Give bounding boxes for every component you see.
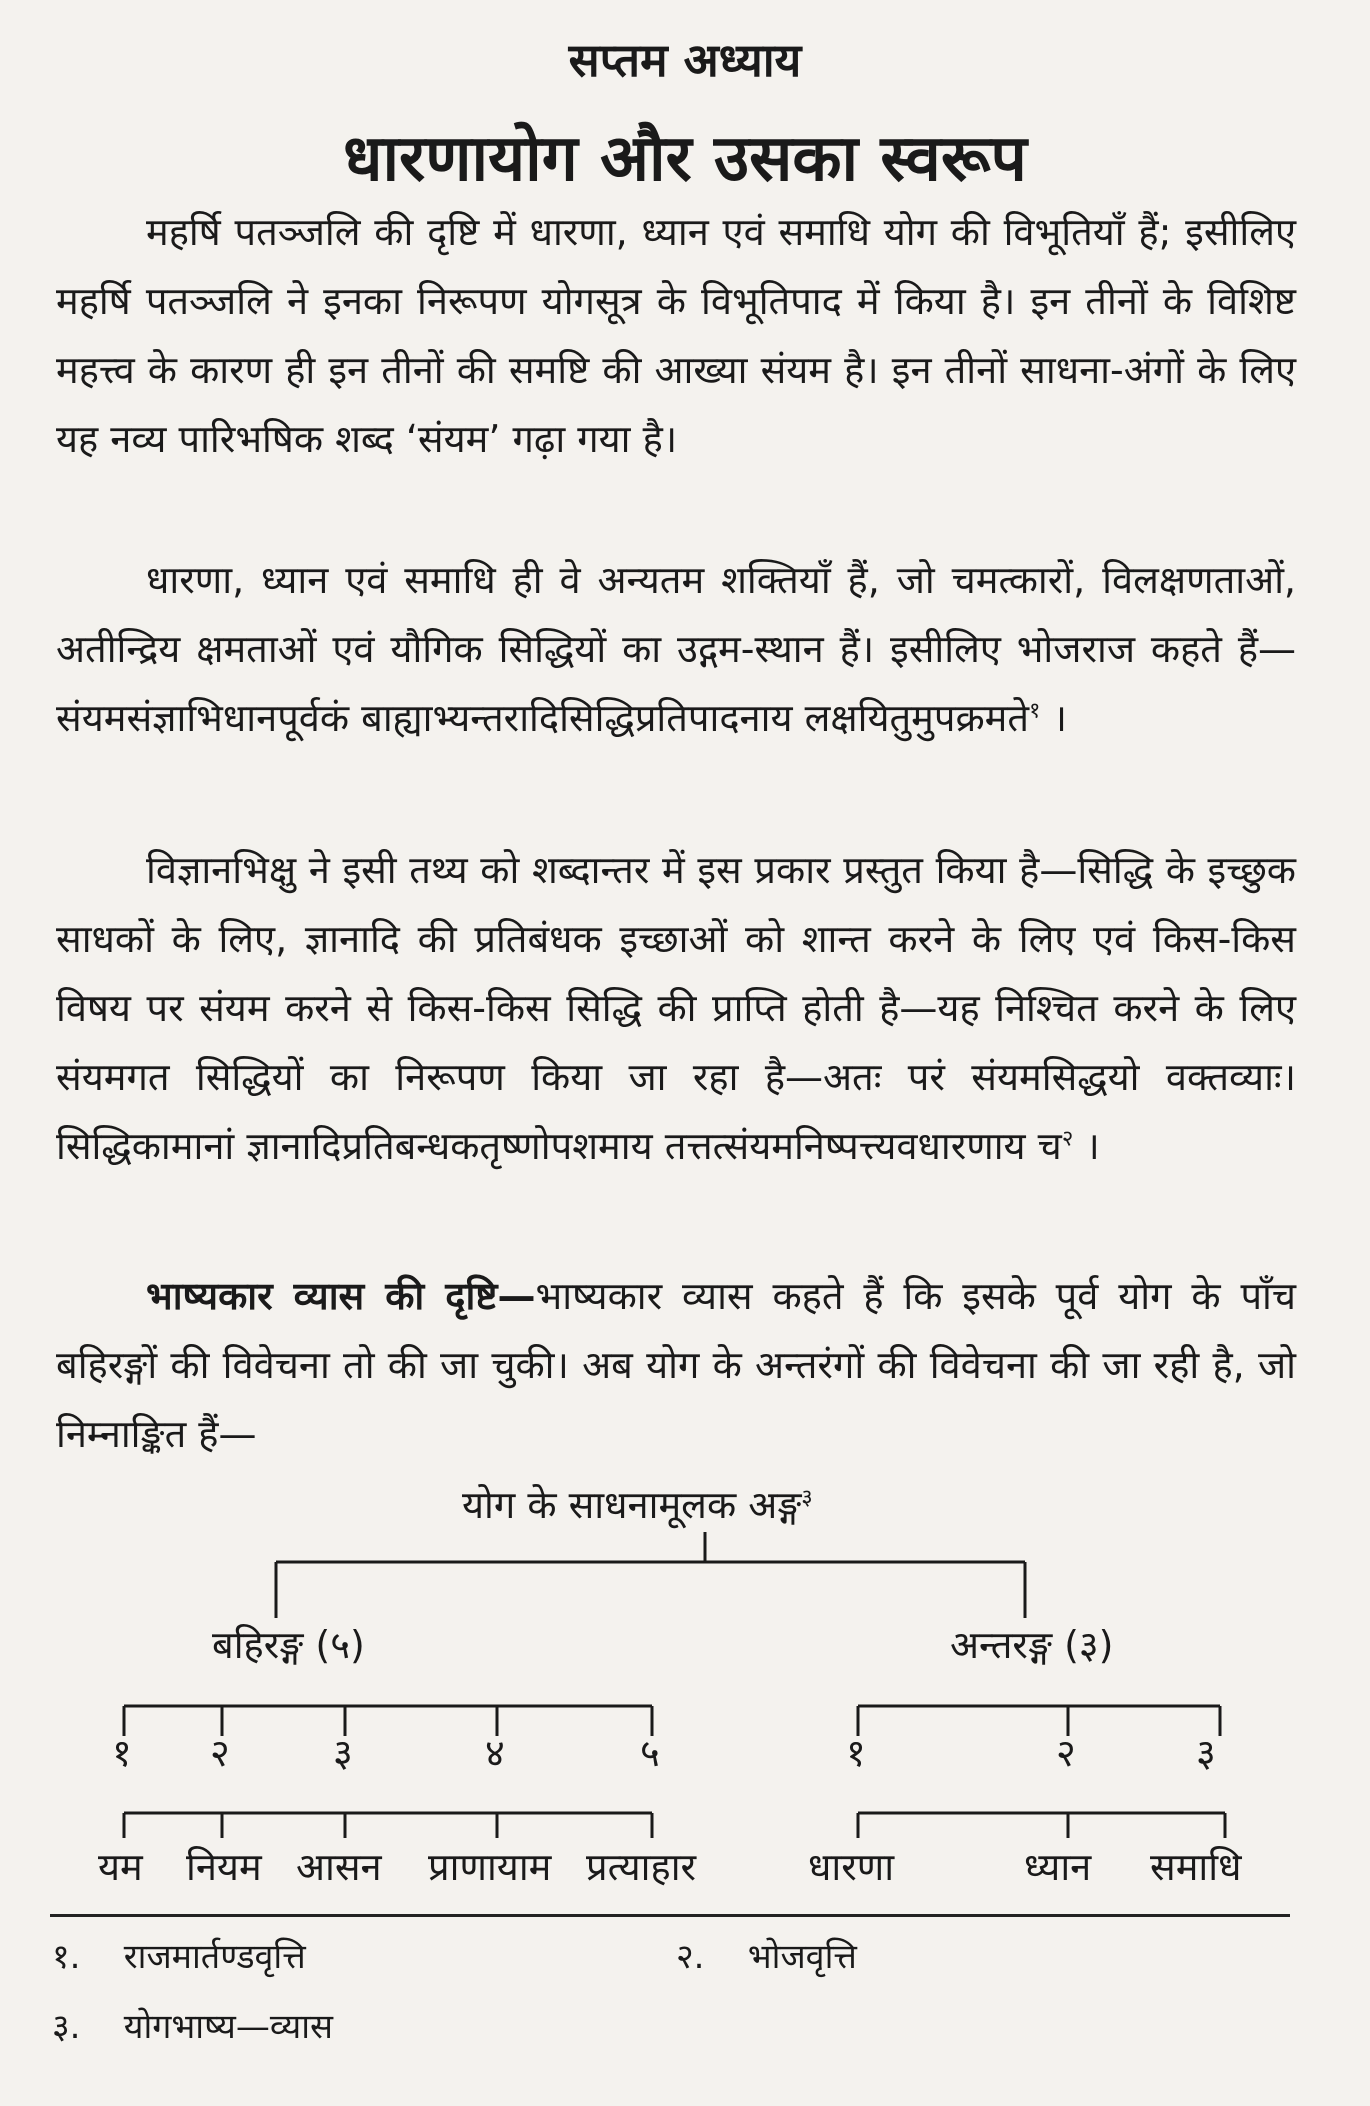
left-number-5: ५ — [640, 1731, 660, 1775]
paragraph-2-end: । — [1052, 696, 1067, 740]
paragraph-1-text: महर्षि पतञ्जलि की दृष्टि में धारणा, ध्यान एवं समाधि योग की विभूतियाँ हैं; इसीलिए महर्षि पतञ्जलि ने इनका निरूपण योगसूत्र के विभूतिपाद में किया है। इन तीनों के विशिष्ट महत्त्व के कारण ही इन तीनों की समष्टि की आख्या संयम है। इन तीनों साधना-अंगों के लिए यह नव्य पारिभषिक शब्द ‘संयम’ गढ़ा गया है। — [56, 210, 1296, 461]
left-item-pranayama: प्राणायाम — [428, 1845, 552, 1889]
paragraph-3-end: । — [1085, 1124, 1100, 1168]
footnote-ref-2: २ — [1061, 1126, 1074, 1152]
right-item-samadhi: समाधि — [1150, 1845, 1242, 1889]
footnote-ref-3: ३ — [801, 1485, 813, 1511]
footnote-1-text: राजमार्तण्डवृत्ति — [123, 1937, 306, 1977]
footnote-ref-1: १ — [1029, 698, 1041, 724]
footnote-3-number: ३. — [52, 2007, 81, 2047]
footnote-2-number: २. — [676, 1937, 705, 1977]
left-item-yama: यम — [98, 1845, 143, 1889]
right-number-2: २ — [1056, 1731, 1076, 1775]
footnote-1-number: १. — [52, 1937, 81, 1977]
footnote-2-text: भोजवृत्ति — [747, 1937, 857, 1977]
chapter-title: धारणायोग और उसका स्वरूप — [343, 122, 1027, 196]
diagram-root-label: योग के साधनामूलक अङ्ग — [462, 1483, 802, 1527]
right-number-3: ३ — [1196, 1731, 1216, 1775]
left-number-3: ३ — [333, 1731, 353, 1775]
left-number-1: १ — [112, 1731, 132, 1775]
paragraph-4-heading: भाष्यकार व्यास की दृष्टि— — [146, 1274, 536, 1318]
right-number-1: १ — [846, 1731, 866, 1775]
footnote-1 — [52, 1932, 306, 1978]
diagram-root — [462, 1478, 813, 1530]
paragraph-4-text: भाष्यकार व्यास कहते हैं कि इसके पूर्व योग के पाँच बहिरङ्गों की विवेचना तो की जा चुकी। अब योग के अन्तरंगों की विवेचना की जा रही है, जो निम्नाङ्कित हैं— — [56, 1274, 1296, 1456]
chapter-label: सप्तम अध्याय — [568, 33, 802, 87]
footnote-3 — [52, 2002, 333, 2048]
right-item-dharana: धारणा — [808, 1845, 895, 1889]
footnote-3-text: योगभाष्य—व्यास — [123, 2007, 334, 2047]
diagram-right-branch: अन्तरङ्ग (३) — [950, 1623, 1114, 1667]
diagram-left-branch: बहिरङ्ग (५) — [212, 1623, 365, 1667]
paragraph-2-text: धारणा, ध्यान एवं समाधि ही वे अन्यतम शक्तियाँ हैं, जो चमत्कारों, विलक्षणताओं, अतीन्द्रिय क्षमताओं एवं यौगिक सिद्धियों का उद्गम-स्थान हैं। इसीलिए भोजराज कहते हैं—संयमसंज्ञाभिधानपूर्वकं बाह्याभ्यन्तरादिसिद्धिप्रतिपादनाय लक्षयितुमुपक्रमते — [56, 558, 1296, 740]
left-item-niyama: नियम — [186, 1845, 262, 1889]
right-item-dhyana: ध्यान — [1024, 1845, 1092, 1889]
left-number-2: २ — [210, 1731, 230, 1775]
footnote-2 — [676, 1932, 857, 1978]
left-number-4: ४ — [485, 1731, 505, 1775]
left-item-asana: आसन — [296, 1845, 382, 1889]
left-item-pratyahara: प्रत्याहार — [586, 1845, 697, 1889]
footnote-divider — [50, 1914, 1290, 1917]
paragraph-3-text: विज्ञानभिक्षु ने इसी तथ्य को शब्दान्तर में इस प्रकार प्रस्तुत किया है—सिद्धि के इच्छुक साधकों के लिए, ज्ञानादि की प्रतिबंधक इच्छाओं को शान्त करने के लिए एवं किस-किस विषय पर संयम करने से किस-किस सिद्धि की प्राप्ति होती है—यह निश्चित करने के लिए संयमगत सिद्धियों का निरूपण किया जा रहा है—अतः परं संयमसिद्धयो वक्तव्याः। सिद्धिकामानां ज्ञानादिप्रतिबन्धकतृष्णोपशमाय तत्तत्संयमनिष्पत्त्यवधारणाय च — [56, 848, 1296, 1168]
